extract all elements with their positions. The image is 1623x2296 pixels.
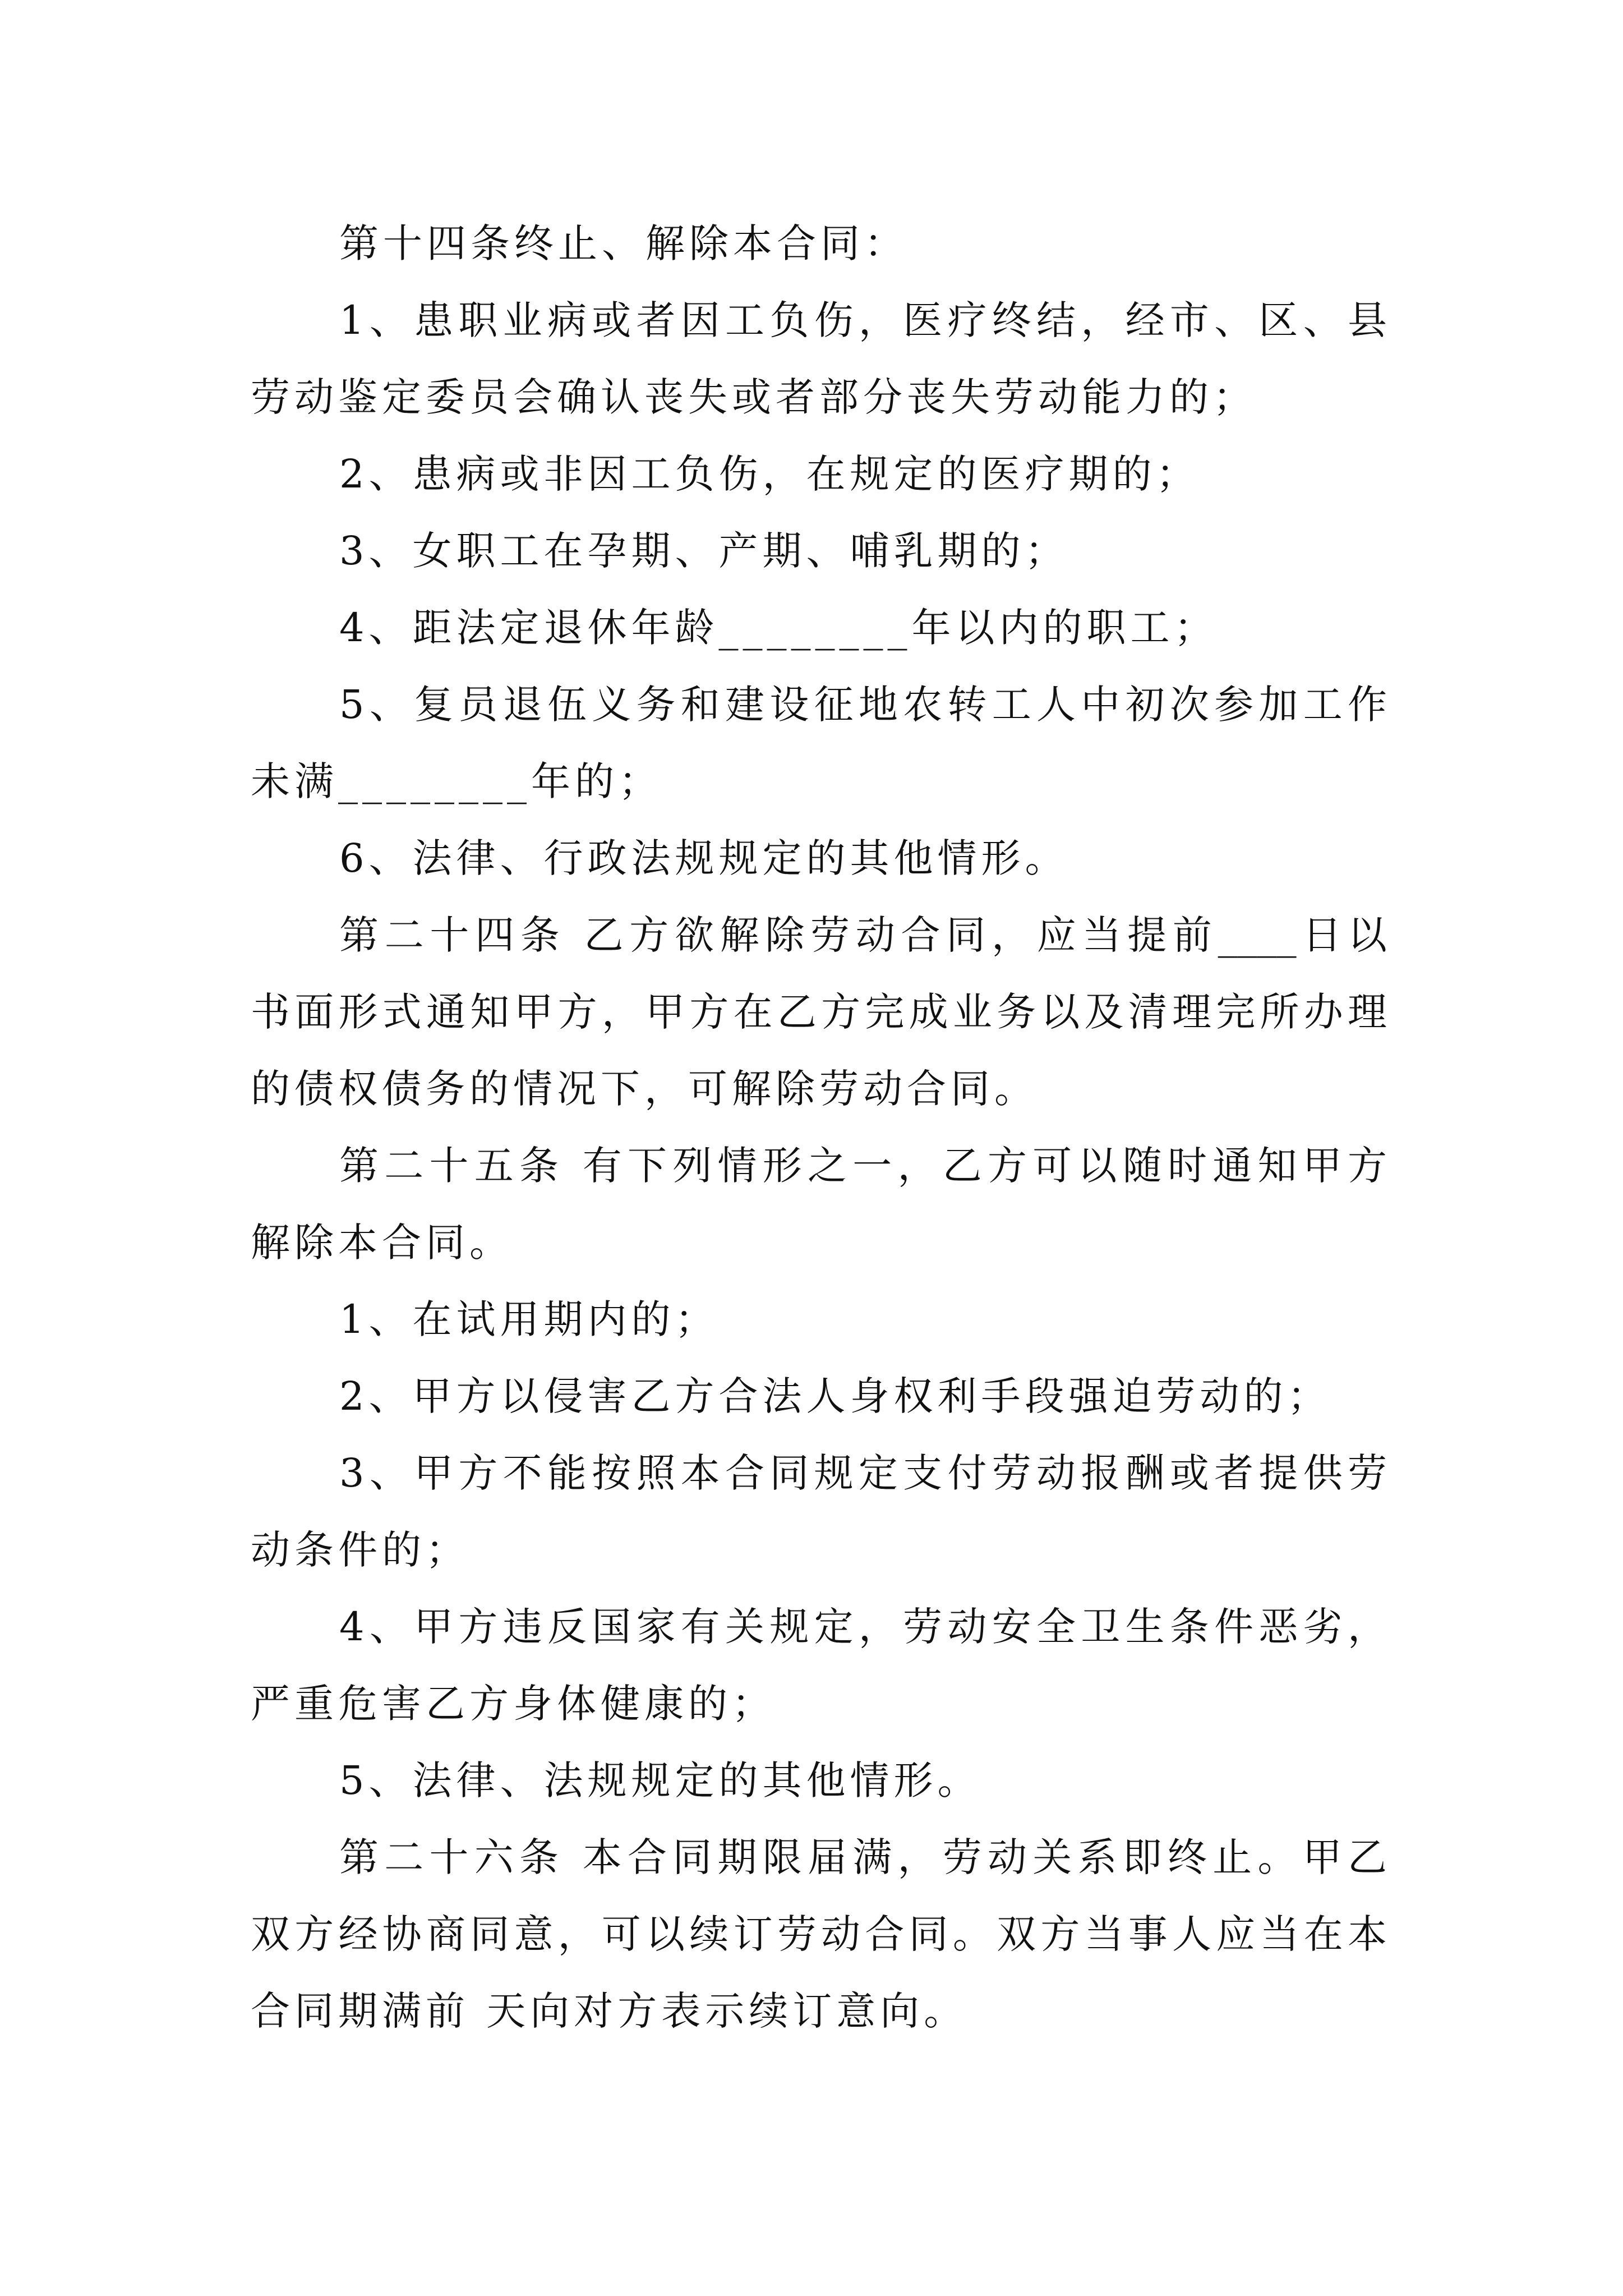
article-25-paragraph [251, 1128, 1387, 1281]
document-line: 的债权债务的情况下，可解除劳动合同。 [251, 1066, 1038, 1112]
document-line: 未满________年的； [251, 758, 662, 804]
document-line: 动条件的； [251, 1527, 469, 1573]
article-14-heading [251, 205, 1387, 282]
document-line: 4、甲方违反国家有关规定，劳动安全卫生条件恶劣， [339, 1604, 1387, 1650]
document-line: 4、距法定退休年龄________年以内的职工； [339, 605, 1218, 651]
document-line: 第二十六条 本合同期限届满，劳动关系即终止。甲乙 [339, 1834, 1387, 1880]
article-14-item-3 [251, 513, 1387, 590]
document-line: 第二十五条 有下列情形之一，乙方可以随时通知甲方 [339, 1143, 1387, 1189]
article-25-item-1 [251, 1281, 1387, 1358]
document-line: 1、在试用期内的； [339, 1296, 719, 1342]
document-line: 解除本合同。 [251, 1220, 513, 1266]
document-line: 第十四条终止、解除本合同： [339, 220, 908, 266]
article-14-item-2 [251, 436, 1387, 513]
document-line: 严重危害乙方身体健康的； [251, 1681, 776, 1727]
article-24-paragraph [251, 897, 1387, 1128]
article-25-item-3 [251, 1435, 1387, 1589]
document-line: 2、患病或非因工负伤，在规定的医疗期的； [339, 451, 1200, 497]
document-line: 2、甲方以侵害乙方合法人身权利手段强迫劳动的； [339, 1373, 1331, 1419]
document-line: 1、患职业病或者因工负伤，医疗终结，经市、区、县 [339, 297, 1387, 343]
article-26-paragraph [251, 1819, 1387, 2050]
article-25-item-4 [251, 1589, 1387, 1742]
document-line: 书面形式通知甲方，甲方在乙方完成业务以及清理完所办理 [251, 989, 1387, 1035]
document-line: 合同期满前 天向对方表示续订意向。 [251, 1988, 968, 2034]
article-14-item-1 [251, 282, 1387, 436]
document-line: 双方经协商同意，可以续订劳动合同。双方当事人应当在本 [251, 1911, 1387, 1957]
article-25-item-2 [251, 1358, 1387, 1435]
document-line: 5、法律、法规规定的其他情形。 [339, 1757, 981, 1803]
document-line: 3、甲方不能按照本合同规定支付劳动报酬或者提供劳 [339, 1450, 1387, 1496]
document-line: 劳动鉴定委员会确认丧失或者部分丧失劳动能力的； [251, 374, 1257, 420]
article-14-item-6 [251, 820, 1387, 897]
document-body [251, 205, 1387, 2050]
document-line: 5、复员退伍义务和建设征地农转工人中初次参加工作 [339, 682, 1387, 728]
article-25-item-5 [251, 1742, 1387, 1819]
document-line: 3、女职工在孕期、产期、哺乳期的； [339, 528, 1069, 574]
document-line: 第二十四条 乙方欲解除劳动合同，应当提前____日以 [339, 912, 1387, 958]
article-14-item-5 [251, 666, 1387, 820]
article-14-item-4 [251, 590, 1387, 666]
document-line: 6、法律、行政法规规定的其他情形。 [339, 835, 1069, 881]
